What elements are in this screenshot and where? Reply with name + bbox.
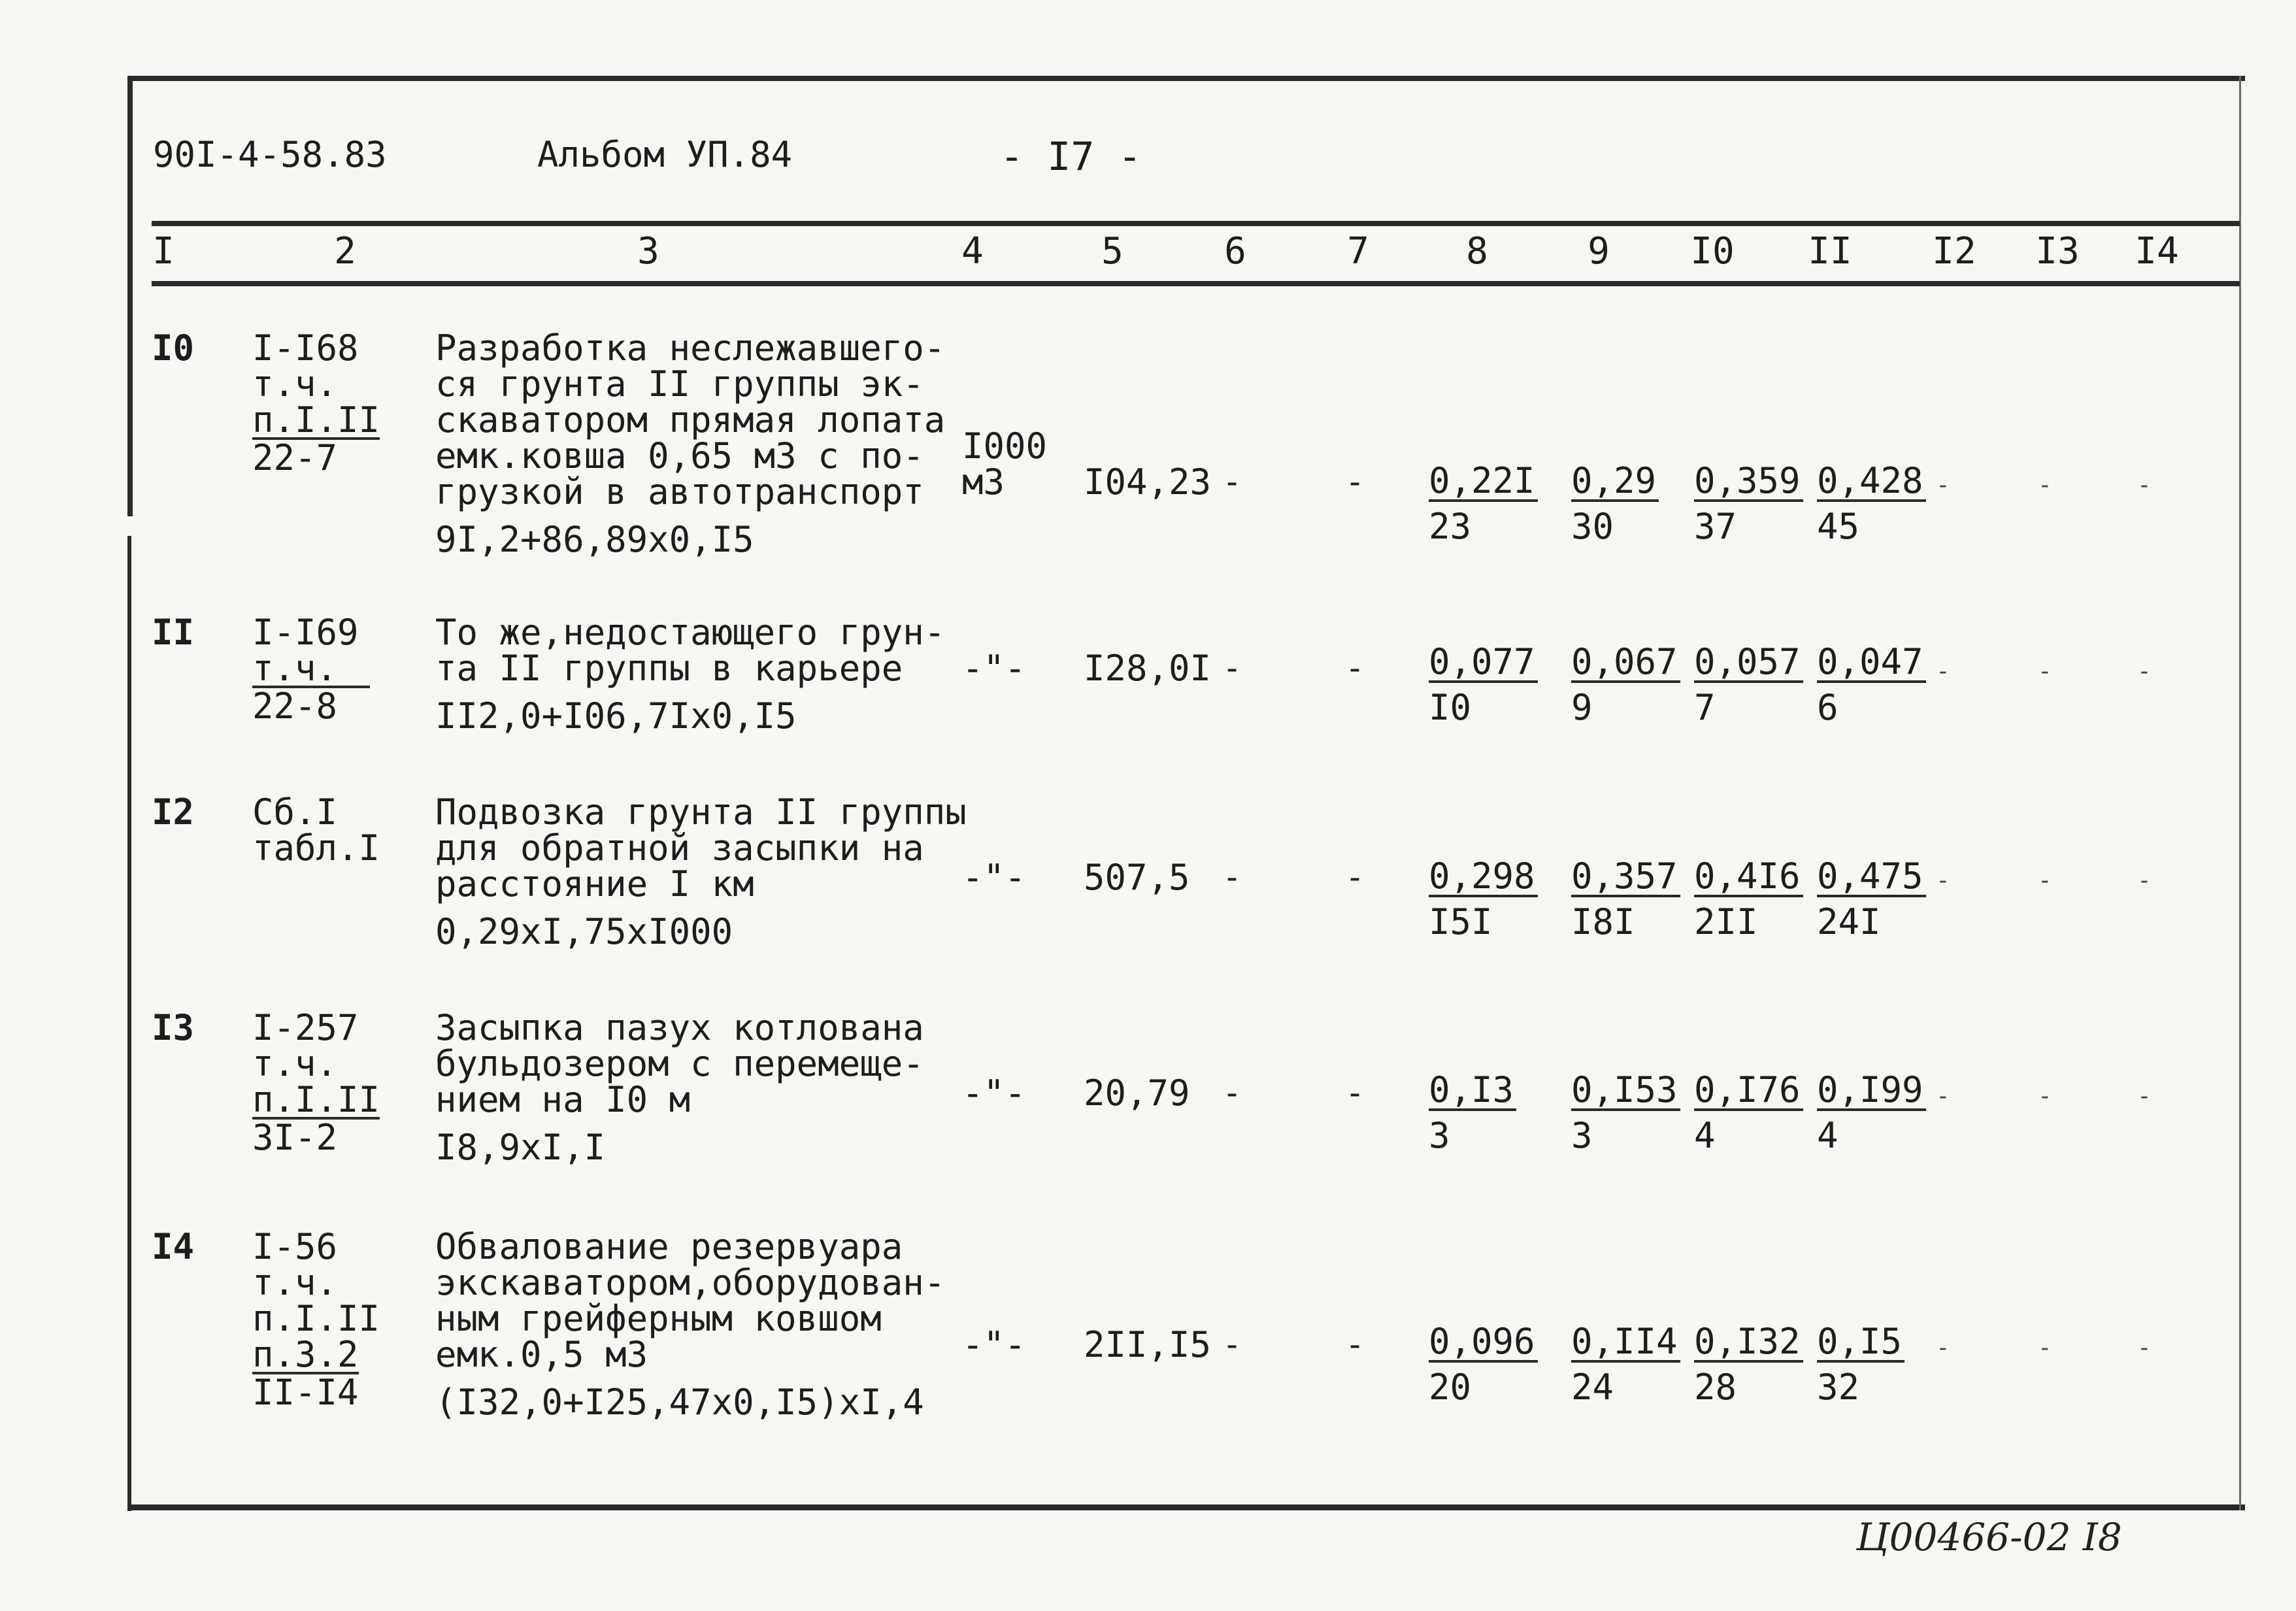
work-description	[435, 327, 946, 560]
value-bottom: 37	[1694, 506, 1737, 547]
unit-price: I04,23	[1084, 461, 1212, 503]
page-number: - I7 -	[1000, 134, 1142, 180]
frame-top-border	[127, 76, 2245, 81]
value-bottom: 4	[1817, 1115, 1838, 1156]
col-11-value	[1817, 1323, 1905, 1406]
ref-line: Сб.I	[252, 791, 338, 833]
ref-tail: 22-7	[252, 437, 338, 478]
value-bottom: 7	[1694, 687, 1716, 728]
ref-line: т.ч.	[252, 363, 338, 405]
column-header-rule	[152, 281, 2240, 286]
col-13-value: -	[2038, 867, 2052, 894]
value-top: 0,057	[1694, 644, 1803, 683]
col-num-3: 3	[637, 230, 659, 273]
col-14-value: -	[2137, 1335, 2152, 1361]
value-top: 0,I3	[1429, 1072, 1516, 1111]
col-num-11: II	[1808, 230, 1852, 273]
row-number: I3	[152, 1007, 195, 1048]
ref-underlined: п.I.II	[252, 1079, 380, 1120]
col-13-value: -	[2038, 1083, 2052, 1110]
col-6-value: -	[1222, 649, 1242, 687]
value-top: 0,047	[1817, 644, 1926, 683]
frame-bottom-border	[127, 1504, 2245, 1510]
value-top: 0,4I6	[1694, 858, 1803, 897]
col-13-value: -	[2038, 1335, 2052, 1361]
col-11-value	[1817, 460, 1926, 547]
value-top: 0,I53	[1571, 1072, 1680, 1111]
doc-code: 90I-4-58.83	[153, 134, 387, 175]
ref-line: табл.I	[252, 827, 380, 869]
unit-price: I28,0I	[1084, 648, 1212, 689]
col-14-value: -	[2137, 472, 2152, 499]
description-line: Разработка неслежавшего-	[435, 327, 946, 369]
value-bottom: 24	[1571, 1367, 1614, 1408]
col-num-10: I0	[1690, 230, 1735, 273]
header-rule	[152, 221, 2240, 226]
col-14-value: -	[2137, 658, 2152, 685]
ref-underlined: п.3.2	[252, 1334, 359, 1375]
value-bottom: 3	[1429, 1115, 1450, 1156]
row-number: II	[152, 612, 195, 653]
unit-line: м3	[962, 461, 1005, 503]
value-top: 0,475	[1817, 858, 1926, 897]
col-num-4: 4	[961, 230, 984, 273]
work-description	[435, 612, 946, 737]
col-13-value: -	[2038, 472, 2052, 499]
col-num-14: I4	[2135, 230, 2179, 273]
col-9-value	[1571, 1323, 1680, 1406]
col-12-value: -	[1936, 472, 1950, 499]
col-6-value: -	[1222, 1325, 1242, 1363]
description-line: емк.0,5 м3	[435, 1334, 648, 1375]
description-line: То же,недостающего грун-	[435, 612, 946, 653]
unit-of-measure	[962, 425, 1048, 503]
unit-of-measure: -"-	[962, 1324, 1026, 1365]
col-12-value: -	[1936, 1083, 1950, 1110]
description-line: емк.ковша 0,65 м3 с по-	[435, 435, 924, 476]
value-top: 0,II4	[1571, 1323, 1680, 1363]
norm-reference	[252, 1007, 380, 1158]
ref-line: I-257	[252, 1007, 359, 1048]
ref-line: т.ч.	[252, 1043, 338, 1084]
ref-line: I-56	[252, 1226, 338, 1267]
value-bottom: 30	[1571, 506, 1614, 547]
row-number: I2	[152, 791, 195, 833]
value-top: 0,I32	[1694, 1323, 1803, 1363]
col-num-9: 9	[1588, 230, 1610, 273]
ref-line: I-I68	[252, 327, 359, 369]
norm-formula: 0,29xI,75xI000	[435, 911, 733, 952]
col-11-value	[1817, 641, 1926, 728]
description-line: расстояние I км	[435, 863, 754, 905]
value-bottom: 6	[1817, 687, 1838, 728]
archive-stamp: Ц00466-02 I8	[1856, 1515, 2122, 1559]
description-line: грузкой в автотранспорт	[435, 471, 924, 512]
work-description	[435, 1226, 946, 1423]
unit-price: 507,5	[1084, 857, 1190, 898]
col-8-value	[1429, 1323, 1538, 1406]
col-10-value	[1694, 1323, 1803, 1406]
value-top: 0,22I	[1429, 463, 1538, 502]
col-14-value: -	[2137, 867, 2152, 894]
unit-of-measure: -"-	[962, 857, 1026, 898]
value-bottom: I8I	[1571, 901, 1635, 942]
description-line: Засыпка пазух котлована	[435, 1007, 924, 1048]
album-title: Альбом УП.84	[537, 134, 793, 175]
norm-reference	[252, 791, 380, 869]
col-num-7: 7	[1347, 230, 1369, 273]
col-12-value: -	[1936, 1335, 1950, 1361]
col-8-value	[1429, 855, 1538, 942]
col-7-value: -	[1345, 1074, 1365, 1112]
col-num-8: 8	[1466, 230, 1488, 273]
value-bottom: 4	[1694, 1115, 1716, 1156]
col-num-2: 2	[334, 230, 356, 273]
description-line: для обратной засыпки на	[435, 827, 924, 869]
value-bottom: 45	[1817, 506, 1860, 547]
unit-line: I000	[962, 425, 1048, 467]
norm-formula: II2,0+I06,7Ix0,I5	[435, 695, 797, 737]
description-line: Подвозка грунта II группы	[435, 791, 967, 833]
value-top: 0,428	[1817, 463, 1926, 502]
description-line: та II группы в карьере	[435, 648, 903, 689]
unit-price: 20,79	[1084, 1072, 1190, 1114]
col-9-value	[1571, 855, 1680, 942]
norm-formula: I8,9xI,I	[435, 1127, 606, 1168]
description-line: ным грейферным ковшом	[435, 1298, 882, 1339]
ref-tail: 22-8	[252, 686, 338, 727]
norm-reference	[252, 1226, 380, 1413]
ref-tail: II-I4	[252, 1372, 359, 1413]
col-13-value: -	[2038, 658, 2052, 685]
description-line: скаватором прямая лопата	[435, 399, 946, 440]
row-number: I4	[152, 1226, 195, 1267]
value-top: 0,067	[1571, 644, 1680, 683]
frame-left-border-lower	[127, 536, 131, 1511]
value-top: 0,298	[1429, 858, 1538, 897]
row-number: I0	[152, 327, 195, 369]
unit-price: 2II,I5	[1084, 1324, 1212, 1365]
value-top: 0,I99	[1817, 1072, 1926, 1111]
col-12-value: -	[1936, 867, 1950, 894]
value-top: 0,29	[1571, 463, 1659, 502]
col-num-6: 6	[1224, 230, 1246, 273]
value-top: 0,359	[1694, 463, 1803, 502]
col-num-1: I	[152, 230, 175, 273]
value-top: 0,077	[1429, 644, 1538, 683]
ref-line: т.ч.	[252, 1262, 338, 1303]
value-top: 0,I76	[1694, 1072, 1803, 1111]
unit-of-measure: -"-	[962, 648, 1026, 689]
value-bottom: 3	[1571, 1115, 1593, 1156]
unit-of-measure: -"-	[962, 1072, 1026, 1114]
col-7-value: -	[1345, 649, 1365, 687]
value-bottom: I0	[1429, 687, 1472, 728]
col-8-value	[1429, 641, 1538, 728]
col-6-value: -	[1222, 858, 1242, 896]
col-10-value	[1694, 460, 1803, 547]
col-6-value: -	[1222, 463, 1242, 501]
value-bottom: 32	[1817, 1367, 1860, 1408]
col-12-value: -	[1936, 658, 1950, 685]
value-bottom: 2II	[1694, 901, 1758, 942]
col-10-value	[1694, 855, 1803, 942]
value-top: 0,096	[1429, 1323, 1538, 1363]
value-bottom: 20	[1429, 1367, 1472, 1408]
norm-formula: 9I,2+86,89x0,I5	[435, 519, 754, 560]
description-line: нием на I0 м	[435, 1079, 691, 1120]
col-10-value	[1694, 641, 1803, 728]
ref-underlined: т.ч.	[252, 652, 370, 688]
col-num-5: 5	[1101, 230, 1123, 273]
ref-line: п.I.II	[252, 1298, 380, 1339]
value-bottom: 24I	[1817, 901, 1881, 942]
work-description	[435, 1007, 924, 1168]
col-num-13: I3	[2035, 230, 2080, 273]
value-top: 0,357	[1571, 858, 1680, 897]
norm-formula: (I32,0+I25,47x0,I5)xI,4	[435, 1382, 924, 1423]
ref-tail: 3I-2	[252, 1117, 338, 1158]
norm-reference	[252, 612, 370, 727]
col-7-value: -	[1345, 463, 1365, 501]
ref-line: I-I69	[252, 612, 359, 653]
col-9-value	[1571, 641, 1680, 728]
col-9-value	[1571, 460, 1659, 547]
description-line: бульдозером с перемеще-	[435, 1043, 924, 1084]
col-8-value	[1429, 1069, 1516, 1156]
frame-left-border	[127, 76, 133, 516]
col-14-value: -	[2137, 1083, 2152, 1110]
col-11-value	[1817, 855, 1926, 942]
col-11-value	[1817, 1069, 1926, 1156]
work-description	[435, 791, 967, 952]
frame-right-border	[2239, 76, 2241, 1510]
col-10-value	[1694, 1069, 1803, 1156]
col-6-value: -	[1222, 1074, 1242, 1112]
column-number-row	[0, 230, 2296, 280]
norm-reference	[252, 327, 380, 478]
col-8-value	[1429, 460, 1538, 547]
description-line: ся грунта II группы эк-	[435, 363, 924, 405]
description-line: Обвалование резервуара	[435, 1226, 903, 1267]
col-7-value: -	[1345, 858, 1365, 896]
value-top: 0,I5	[1817, 1323, 1905, 1363]
col-num-12: I2	[1932, 230, 1976, 273]
col-7-value: -	[1345, 1325, 1365, 1363]
value-bottom: 9	[1571, 687, 1593, 728]
value-bottom: 28	[1694, 1367, 1737, 1408]
description-line: экскаватором,оборудован-	[435, 1262, 946, 1303]
value-bottom: I5I	[1429, 901, 1493, 942]
value-bottom: 23	[1429, 506, 1472, 547]
col-9-value	[1571, 1069, 1680, 1156]
ref-underlined: п.I.II	[252, 399, 380, 440]
